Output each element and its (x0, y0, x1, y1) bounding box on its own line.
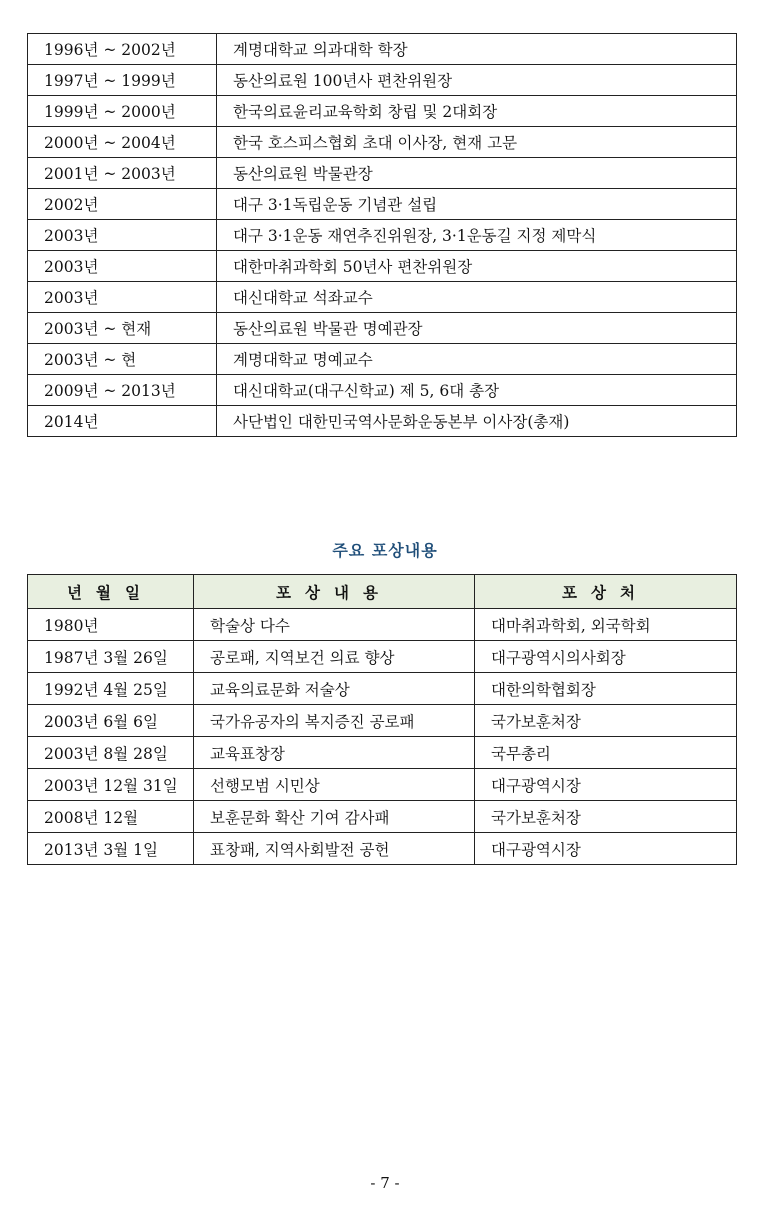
career-description: 동산의료원 100년사 편찬위원장 (217, 65, 737, 96)
career-date: 2001년 ~ 2003년 (28, 158, 217, 189)
award-row (28, 833, 737, 865)
award-giver: 국가보훈처장 (475, 705, 737, 737)
career-row (28, 251, 737, 282)
career-row (28, 313, 737, 344)
career-row (28, 282, 737, 313)
career-date: 2009년 ~ 2013년 (28, 375, 217, 406)
award-row (28, 737, 737, 769)
career-table-body (28, 34, 737, 437)
award-content: 교육의료문화 저술상 (194, 673, 475, 705)
award-giver: 대구광역시장 (475, 769, 737, 801)
career-date: 2014년 (28, 406, 217, 437)
career-date: 2003년 (28, 282, 217, 313)
career-description: 사단법인 대한민국역사문화운동본부 이사장(총재) (217, 406, 737, 437)
career-description: 계명대학교 의과대학 학장 (217, 34, 737, 65)
career-row (28, 344, 737, 375)
career-description: 동산의료원 박물관 명예관장 (217, 313, 737, 344)
awards-table-header (28, 575, 737, 609)
award-row (28, 801, 737, 833)
award-giver: 대구광역시의사회장 (475, 641, 737, 673)
award-date: 1980년 (28, 609, 194, 641)
career-description: 한국 호스피스협회 초대 이사장, 현재 고문 (217, 127, 737, 158)
career-date: 2000년 ~ 2004년 (28, 127, 217, 158)
award-content: 학술상 다수 (194, 609, 475, 641)
career-date: 2003년 (28, 251, 217, 282)
career-row (28, 189, 737, 220)
career-row (28, 375, 737, 406)
career-description: 대신대학교(대구신학교) 제 5, 6대 총장 (217, 375, 737, 406)
career-row (28, 220, 737, 251)
career-row (28, 127, 737, 158)
award-date: 1987년 3월 26일 (28, 641, 194, 673)
career-description: 대신대학교 석좌교수 (217, 282, 737, 313)
award-row (28, 641, 737, 673)
career-description: 한국의료윤리교육학회 창립 및 2대회장 (217, 96, 737, 127)
award-row (28, 705, 737, 737)
award-content: 보훈문화 확산 기여 감사패 (194, 801, 475, 833)
career-description: 대구 3·1독립운동 기념관 설립 (217, 189, 737, 220)
header-content: 포상내용 (194, 575, 475, 609)
career-date: 2002년 (28, 189, 217, 220)
career-row (28, 34, 737, 65)
header-giver: 포상처 (475, 575, 737, 609)
award-row (28, 609, 737, 641)
award-content: 표창패, 지역사회발전 공헌 (194, 833, 475, 865)
career-description: 대구 3·1운동 재연추진위원장, 3·1운동길 지정 제막식 (217, 220, 737, 251)
award-giver: 국무총리 (475, 737, 737, 769)
career-date: 1997년 ~ 1999년 (28, 65, 217, 96)
award-date: 2003년 12월 31일 (28, 769, 194, 801)
header-date: 년월일 (28, 575, 194, 609)
award-row (28, 673, 737, 705)
award-date: 1992년 4월 25일 (28, 673, 194, 705)
career-date: 1996년 ~ 2002년 (28, 34, 217, 65)
career-date: 2003년 ~ 현 (28, 344, 217, 375)
award-date: 2008년 12월 (28, 801, 194, 833)
award-content: 교육표창장 (194, 737, 475, 769)
page-number: - 7 - (370, 1174, 400, 1192)
award-date: 2003년 8월 28일 (28, 737, 194, 769)
career-date: 1999년 ~ 2000년 (28, 96, 217, 127)
career-description: 대한마취과학회 50년사 편찬위원장 (217, 251, 737, 282)
career-row (28, 65, 737, 96)
award-giver: 대마취과학회, 외국학회 (475, 609, 737, 641)
career-row (28, 158, 737, 189)
award-giver: 대한의학협회장 (475, 673, 737, 705)
awards-title: 주요 포상내용 (332, 541, 438, 560)
award-date: 2013년 3월 1일 (28, 833, 194, 865)
award-content: 국가유공자의 복지증진 공로패 (194, 705, 475, 737)
career-date: 2003년 ~ 현재 (28, 313, 217, 344)
career-row (28, 96, 737, 127)
career-row (28, 406, 737, 437)
career-date: 2003년 (28, 220, 217, 251)
award-row (28, 769, 737, 801)
career-description: 동산의료원 박물관장 (217, 158, 737, 189)
award-content: 선행모범 시민상 (194, 769, 475, 801)
career-description: 계명대학교 명예교수 (217, 344, 737, 375)
award-giver: 대구광역시장 (475, 833, 737, 865)
career-table (27, 33, 737, 437)
award-giver: 국가보훈처장 (475, 801, 737, 833)
award-date: 2003년 6월 6일 (28, 705, 194, 737)
awards-table (27, 574, 737, 865)
awards-table-body (28, 609, 737, 865)
awards-header-row (28, 575, 737, 609)
award-content: 공로패, 지역보건 의료 향상 (194, 641, 475, 673)
